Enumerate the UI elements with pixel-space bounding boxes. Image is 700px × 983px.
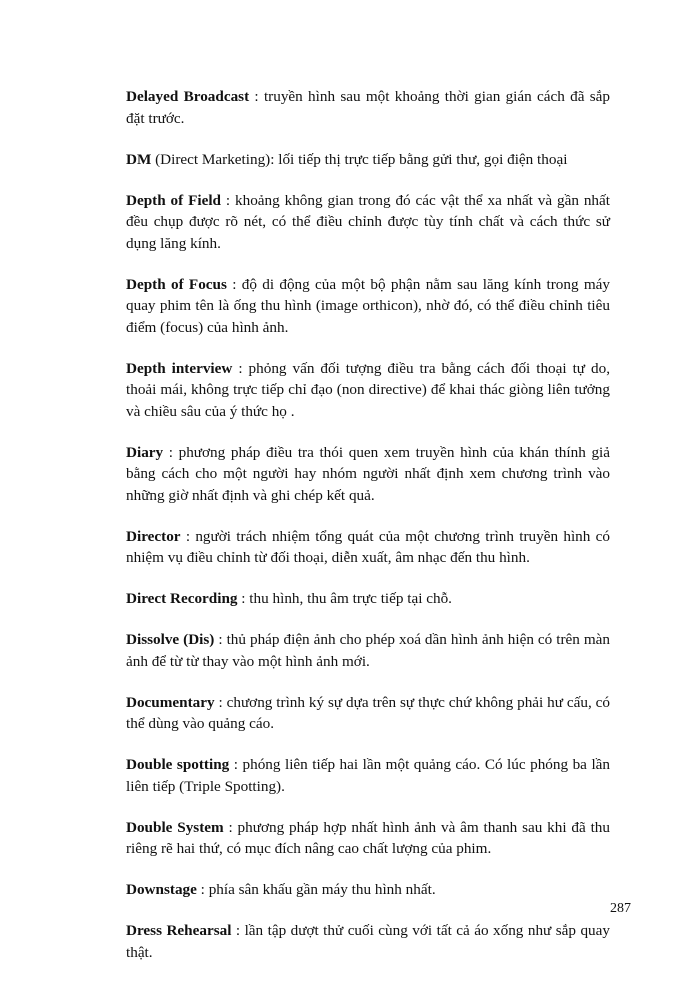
glossary-term: Depth interview (126, 359, 233, 377)
glossary-definition: : phỏng vấn đối tượng điều tra bằng cách đối thoại tự do, thoải mái, không trực tiếp chỉ đạo (non directive) để khai thác giòng liên tưởng và chiều sâu của ý thức họ . (126, 359, 610, 420)
glossary-term: Delayed Broadcast (126, 88, 250, 105)
glossary-definition: : phương pháp điều tra thói quen xem truyền hình của khán thính giả bằng cách cho một người hay nhóm người nhất định xem chương trình vào những giờ nhất định và ghi chép kết quả. (126, 443, 610, 504)
glossary-entry-diary (126, 442, 610, 507)
glossary-definition: (Direct Marketing): lối tiếp thị trực tiếp bằng gửi thư, gọi điện thoại (151, 150, 568, 168)
glossary-entry-delayed-broadcast (126, 86, 610, 129)
glossary-entry-dissolve (126, 629, 610, 672)
glossary-entry-director (126, 526, 610, 569)
glossary-term: Depth of Field (126, 191, 221, 209)
glossary-term: Depth of Focus (126, 275, 227, 293)
glossary-definition: : phóng liên tiếp hai lần một quảng cáo. Có lúc phóng ba lần liên tiếp (Triple Spotting). (126, 756, 610, 795)
glossary-body (126, 86, 610, 983)
glossary-definition: : thủ pháp điện ảnh cho phép xoá dần hình ảnh hiện có trên màn ảnh để từ từ thay vào một hình ảnh mới. (126, 631, 610, 670)
glossary-term: Direct Recording (126, 590, 238, 607)
glossary-entry-depth-interview (126, 358, 610, 423)
glossary-term: Dress Rehearsal (126, 922, 232, 939)
glossary-term: Double spotting (126, 756, 230, 773)
glossary-entry-double-spotting (126, 754, 610, 797)
glossary-definition: : truyền hình sau một khoảng thời gian gián cách đã sắp đặt trước. (126, 88, 611, 127)
glossary-term: DM (126, 150, 152, 168)
glossary-term: Dissolve (Dis) (126, 631, 215, 648)
glossary-definition: : phía sân khấu gần máy thu hình nhất. (196, 881, 436, 898)
glossary-entry-dress-rehearsal (126, 920, 610, 963)
glossary-term: Double System (126, 818, 224, 836)
glossary-entry-double-system (126, 817, 610, 860)
glossary-entry-dm (126, 149, 610, 171)
glossary-entry-depth-of-field (126, 190, 610, 255)
glossary-definition: : khoảng không gian trong đó các vật thể xa nhất và gần nhất đều chụp được rõ nét, có thể điều chỉnh được tùy tính chất và cách thức sử dụng lăng kính. (126, 191, 610, 252)
glossary-definition: : phương pháp hợp nhất hình ảnh và âm thanh sau khi đã thu riêng rẽ hai thứ, có mục đích nâng cao chất lượng của phim. (126, 818, 610, 857)
glossary-definition: : lần tập dượt thử cuối cùng với tất cả áo xống như sắp quay thật. (126, 922, 610, 961)
glossary-definition: : người trách nhiệm tổng quát của một chương trình truyền hình có nhiệm vụ điều chỉnh từ đối thoại, diễn xuất, âm nhạc đến thu hình. (126, 527, 610, 566)
glossary-term: Diary (126, 443, 164, 461)
glossary-definition: : độ di động của một bộ phận nằm sau lăng kính trong máy quay phim tên là ống thu hình (image orthicon), nhờ đó, có thể điều chỉnh tiêu điểm (focus) của hình ảnh. (126, 275, 610, 336)
glossary-entry-direct-recording (126, 588, 610, 610)
glossary-entry-downstage (126, 879, 610, 901)
glossary-definition: : chương trình ký sự dựa trên sự thực chứ không phải hư cấu, có thể dùng vào quảng cáo. (126, 693, 610, 732)
glossary-term: Downstage (126, 881, 197, 898)
page-number: 287 (610, 901, 631, 916)
glossary-definition: : thu hình, thu âm trực tiếp tại chỗ. (237, 590, 452, 607)
glossary-entry-depth-of-focus (126, 274, 610, 339)
glossary-term: Director (126, 527, 181, 545)
glossary-term: Documentary (126, 693, 215, 711)
glossary-entry-documentary (126, 692, 610, 735)
